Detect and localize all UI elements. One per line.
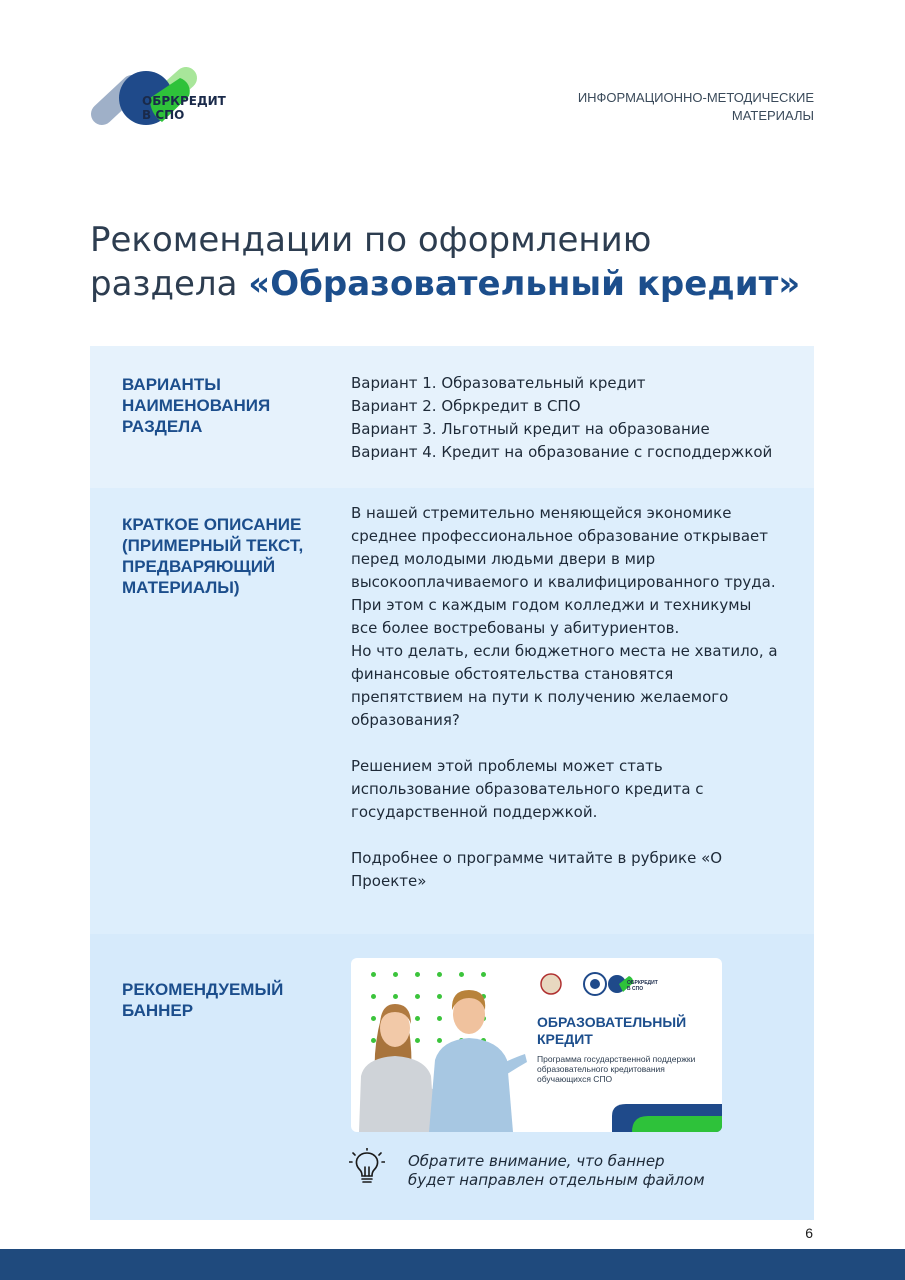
description-paragraph-2: Но что делать, если бюджетного места не хватило, а финансовые обстоятельства становятся препятствием на пути к получению желаемого образования? [351, 642, 778, 729]
description-text [351, 502, 781, 893]
description-paragraph-4: Подробнее о программе читайте в рубрике «О Проекте» [351, 849, 723, 890]
section-names-panel [90, 346, 814, 488]
section-names-list [351, 372, 791, 464]
title-line-2-plain: раздела [90, 264, 249, 304]
description-label: КРАТКОЕ ОПИСАНИЕ (ПРИМЕРНЫЙ ТЕКСТ, ПРЕДВАРЯЮЩИЙ МАТЕРИАЛЫ) [122, 515, 304, 597]
banner-title [537, 1014, 686, 1048]
header-line-2: МАТЕРИАЛЫ [731, 108, 814, 123]
section-names-label: ВАРИАНТЫ НАИМЕНОВАНИЯ РАЗДЕЛА [122, 375, 271, 436]
banner-title-line-2: КРЕДИТ [537, 1031, 593, 1047]
banner-logo-text [627, 980, 658, 992]
header-line-1: ИНФОРМАЦИОННО-МЕТОДИЧЕСКИЕ [577, 90, 814, 105]
lightbulb-icon [349, 1148, 385, 1188]
page-number: 6 [805, 1225, 813, 1241]
title-line-1: Рекомендации по оформлению [90, 220, 652, 260]
students-photo [351, 958, 531, 1132]
header-caption [578, 89, 814, 125]
variant-item: Вариант 2. Обркредит в СПО [351, 397, 581, 415]
logo [90, 62, 240, 128]
banner-corner-shape [612, 1092, 722, 1132]
banner-note-text [408, 1152, 808, 1190]
description-panel [90, 488, 814, 934]
logo-line-2: В СПО [142, 108, 185, 122]
banner-note [349, 1148, 809, 1188]
banner-panel [90, 934, 814, 1220]
description-paragraph-3: Решением этой проблемы может стать использование образовательного кредита с государственной поддержкой. [351, 757, 704, 821]
page-title [90, 218, 830, 306]
variant-item: Вариант 3. Льготный кредит на образование [351, 420, 710, 438]
variant-item: Вариант 1. Образовательный кредит [351, 374, 646, 392]
banner-subtitle: Программа государственной поддержки образовательного кредитования обучающихся СПО [537, 1054, 696, 1084]
footer-bar [0, 1249, 905, 1280]
banner-title-line-1: ОБРАЗОВАТЕЛЬНЫЙ [537, 1014, 687, 1030]
banner-logo-line-1: ОБРКРЕДИТ [627, 980, 658, 986]
recommended-banner [351, 958, 722, 1132]
variant-item: Вариант 4. Кредит на образование с господдержкой [351, 443, 773, 461]
logo-text [142, 94, 226, 122]
note-line-2: будет направлен отдельным файлом [408, 1171, 705, 1189]
title-line-2-bold: «Образовательный кредит» [248, 264, 801, 304]
description-paragraph-1: В нашей стремительно меняющейся экономике среднее профессиональное образование открывает перед молодыми людьми двери в мир высокооплачиваемого и квалифицированного труда. При этом с каждым годом колледжи и техникумы все более востребованы у абитуриентов. [351, 504, 776, 637]
banner-label: РЕКОМЕНДУЕМЫЙ БАННЕР [122, 980, 284, 1020]
note-line-1: Обратите внимание, что баннер [408, 1152, 665, 1170]
banner-logo-line-2: В СПО [627, 986, 644, 992]
logo-line-1: ОБРКРЕДИТ [142, 94, 226, 108]
